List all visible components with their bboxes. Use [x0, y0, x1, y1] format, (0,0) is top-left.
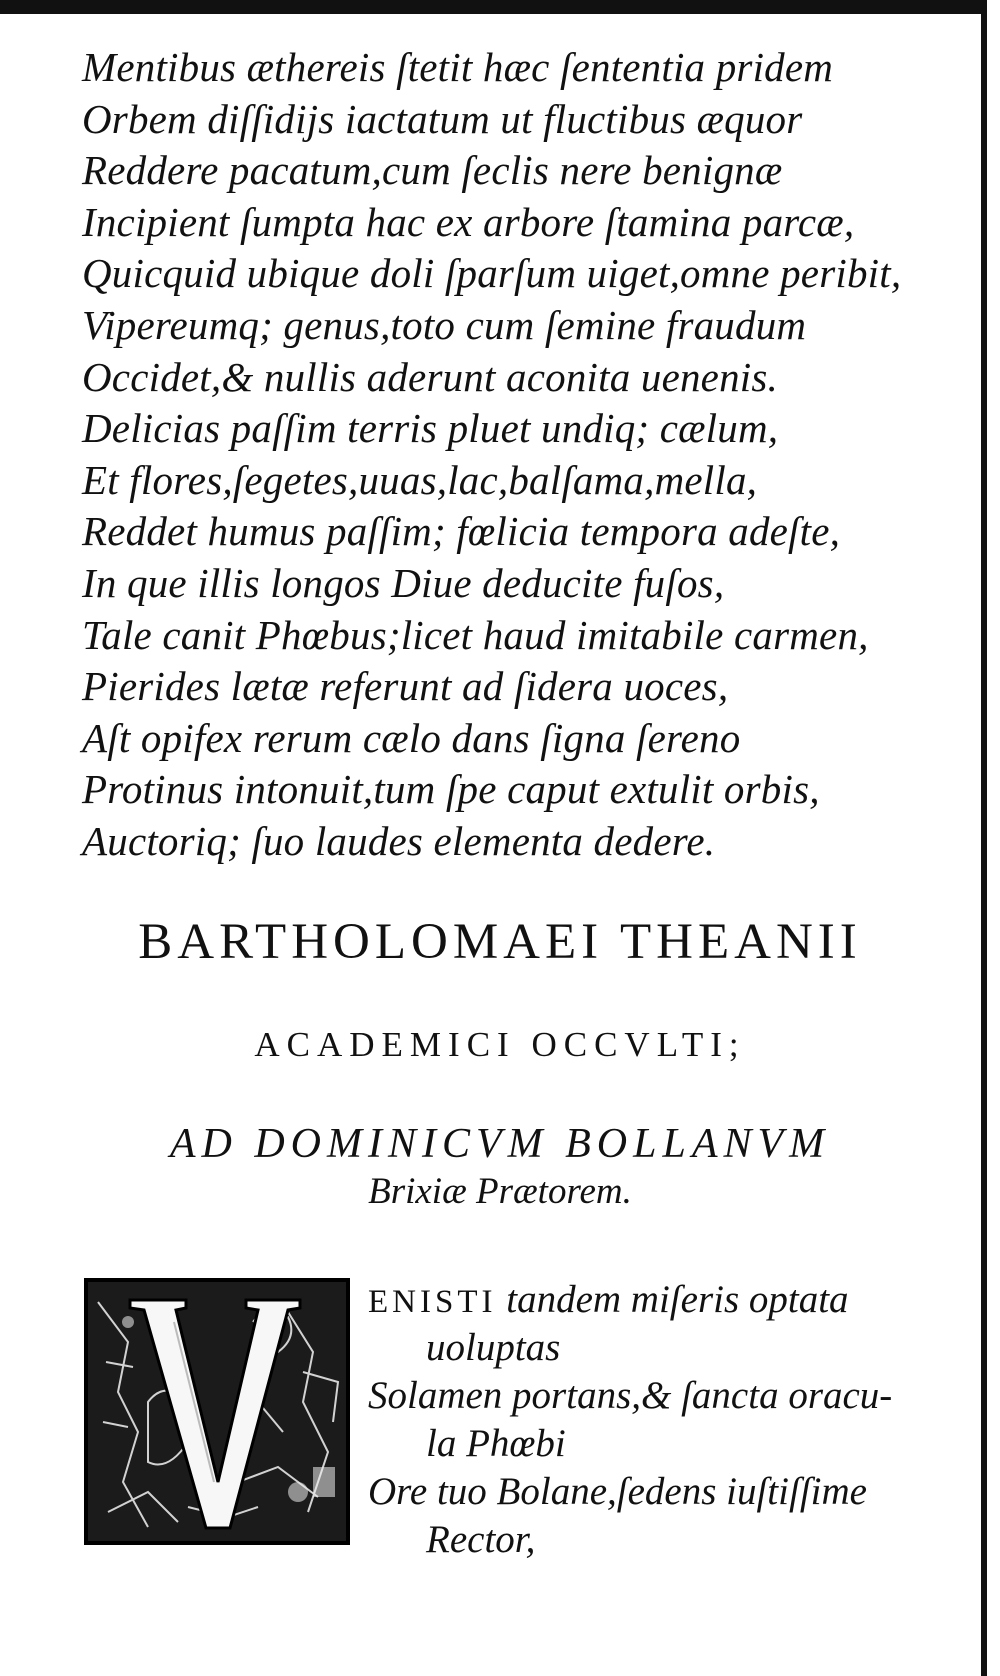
verse-line: Aſt opifex rerum cælo dans ſigna ſereno	[82, 714, 741, 761]
poem-line: Rector,	[426, 1518, 536, 1561]
poem-line: la Phœbi	[426, 1422, 566, 1465]
woodcut-figure-icon	[88, 1282, 346, 1541]
verse-line: Incipient ſumpta hac ex arbore ſtamina parcæ,	[82, 198, 855, 245]
verse-line: Et flores,ſegetes,uuas,lac,balſama,mella,	[82, 456, 758, 503]
academy-heading: ACADEMICI OCCVLTI;	[254, 1025, 746, 1064]
poem-line	[368, 1276, 892, 1324]
addressee-heading: AD DOMINICVM BOLLANVM	[169, 1121, 831, 1167]
author-heading: BARTHOLOMAEI THEANII	[138, 914, 862, 970]
verse-line: Reddet humus paſſim; fœlicia tempora adeſte,	[82, 508, 841, 555]
verse-line: Quicquid ubique doli ſparſum uiget,omne peribit,	[82, 250, 902, 297]
poem-opening	[368, 1276, 892, 1564]
poem-line-text: tandem miſeris optata	[496, 1278, 849, 1321]
verse-line: Orbem diſſidijs iactatum ut fluctibus æquor	[82, 95, 803, 142]
verse-line: Vipereumq; genus,toto cum ſemine fraudum	[82, 301, 807, 348]
verse-line: Pierides lætæ referunt ad ſidera uoces,	[82, 663, 729, 710]
poem-line: Solamen portans,& ſancta oracu-	[368, 1374, 893, 1417]
verse-line: Reddere pacatum,cum ſeclis nere benignæ	[82, 147, 783, 194]
poem-line: uoluptas	[426, 1326, 561, 1369]
verse-line: In que illis longos Diue deducite fuſos,	[82, 559, 725, 606]
initial-word-caps: ENISTI	[368, 1284, 497, 1320]
verse-block	[82, 42, 962, 868]
office-heading: Brixiæ Prætorem.	[368, 1171, 632, 1212]
verse-line: Occidet,& nullis aderunt aconita uenenis.	[82, 353, 778, 400]
verse-line: Tale canit Phœbus;licet haud imitabile carmen,	[82, 611, 869, 658]
page-right-edge	[981, 0, 987, 1676]
verse-line: Mentibus æthereis ſtetit hæc ſententia pridem	[82, 44, 834, 90]
poem-line: Ore tuo Bolane,ſedens iuſtiſſime	[368, 1470, 867, 1513]
page-top-edge	[0, 0, 985, 14]
decorated-initial-v	[84, 1278, 350, 1545]
verse-line: Auctoriq; ſuo laudes elementa dedere.	[82, 817, 716, 864]
verse-line: Delicias paſſim terris pluet undiq; cælum,	[82, 405, 779, 452]
verse-line: Protinus intonuit,tum ſpe caput extulit orbis,	[82, 766, 820, 813]
